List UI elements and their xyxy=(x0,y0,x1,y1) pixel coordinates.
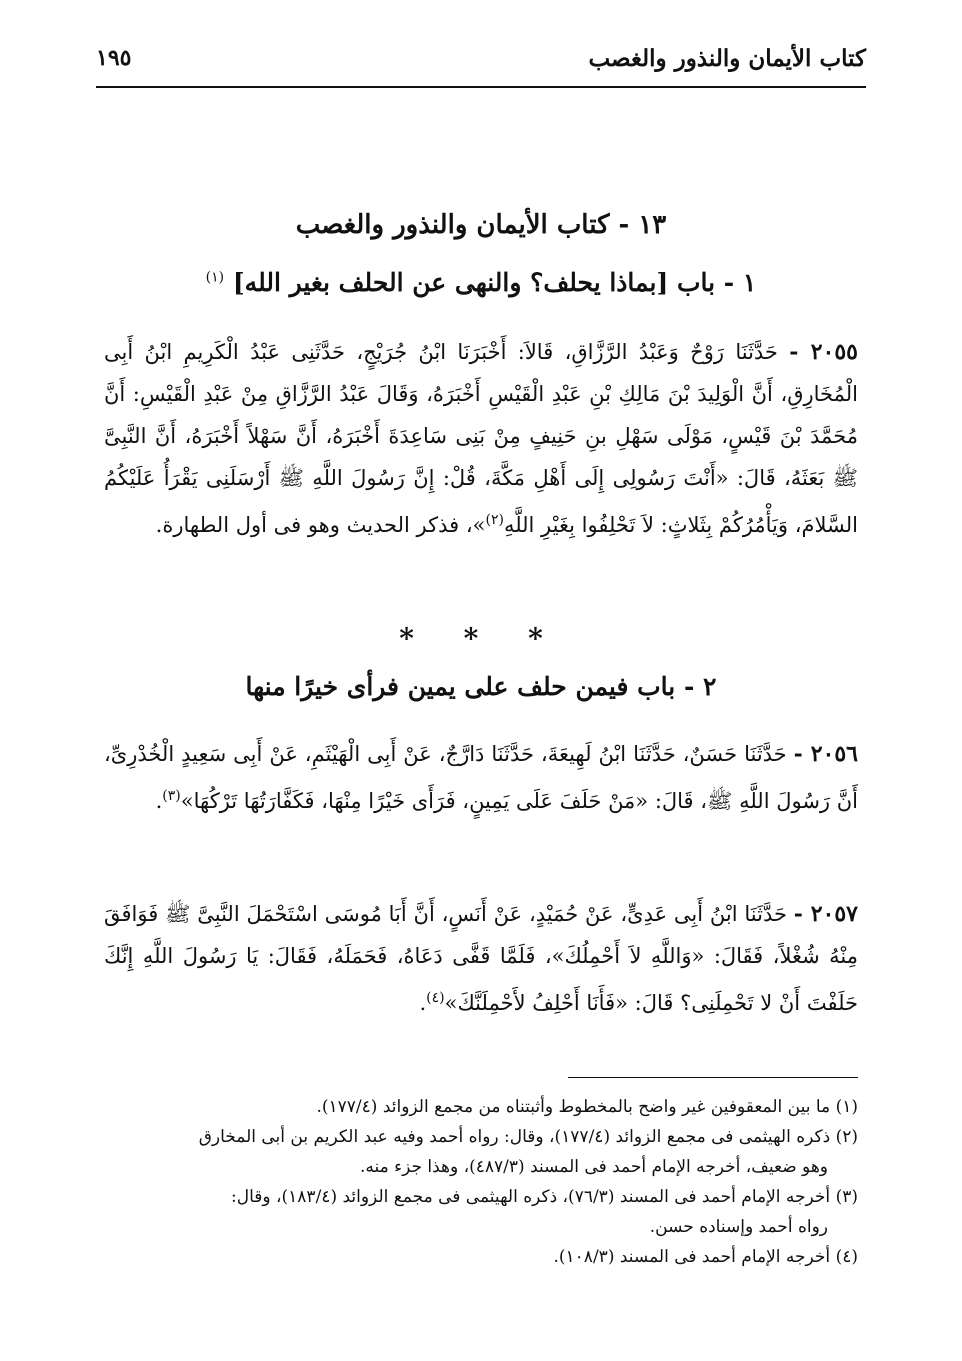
bab-1-footnote-ref: (١) xyxy=(205,269,225,286)
hadith-2055-text: حَدَّثَنَا رَوْحٌ وَعَبْدُ الرَّزَّاقِ، قَالاَ: أَخْبَرَنَا ابْنُ جُرَيْجٍ، حَدَّثَنِى عَبْدُ الْكَرِيمِ ابْنُ أَبِى الْمُخَارِقِ، أَنَّ الْوَلِيدَ بْنَ مَالِكِ بْنِ عَبْدِ الْقَيْسِ أَخْبَرَهُ، وَقَالَ عَبْدُ الرَّزَّاقِ مِنْ عَبْدِ الْقَيْسِ: أَنَّ مُحَمَّدَ بْنَ قَيْسٍ، مَوْلَى سَهْلِ بنِ حَنِيفٍ مِنْ بَنِى سَاعِدَةَ أَخْبَرَهُ، أَنَّ سَهْلاً أَخْبَرَهُ، أَنَّ النَّبِىَّ ﷺ بَعَثَهُ، قَالَ: «أَنْتَ رَسُولِى إِلَى أَهْلِ مَكَّةَ، قُلْ: إِنَّ رَسُولَ اللَّهِ ﷺ أَرْسَلَنِى يَقْرَأُ عَلَيْكُمُ السَّلامَ، وَيَأْمُرُكُمْ بِثَلاثٍ: لاَ تَحْلِفُوا بِغَيْرِ اللَّهِ xyxy=(104,340,858,537)
hadith-2057 xyxy=(104,893,858,1024)
hadith-2056-text: حَدَّثَنَا حَسَنٌ، حَدَّثَنَا ابْنُ لَهِيعَةَ، حَدَّثَنَا دَارَّجٌ، عَنْ أَبِى الْهَيْثَمِ، عَنْ أَبِى سَعِيدٍ الْخُدْرِىِّ، أَنَّ رَسُولَ اللَّهِ ﷺ، قَالَ: «مَنْ حَلَفَ عَلَى يَمِينٍ، فَرَأَى خَيْرًا مِنْهَا، فَكَفَّارَتُهَا تَرْكُهَا» xyxy=(104,742,858,813)
footnote-1 xyxy=(104,1092,858,1122)
footnote-2-continuation: وهو ضعيف، أخرجه الإمام أحمد فى المسند (٤٨٧/٣)، وهذا جزء منه. xyxy=(359,1157,828,1177)
footnote-mark: (١) xyxy=(835,1097,858,1117)
bab-1-title: ١ - باب [بماذا يحلف؟ والنهى عن الحلف بغير الله] xyxy=(232,268,757,297)
hadith-2057-tail: . xyxy=(419,991,427,1015)
footnote-3 xyxy=(104,1182,858,1212)
page-number: ١٩٥ xyxy=(96,45,132,71)
header-rule xyxy=(96,86,866,88)
hadith-2056-footnote-ref: (٣) xyxy=(162,788,181,804)
hadith-2056 xyxy=(104,733,858,822)
bab-1-heading xyxy=(96,268,866,297)
footnote-text: ذكره الهيثمى فى مجمع الزوائد (١٧٧/٤)، وقال: رواه أحمد وفيه عبد الكريم بن أبى المخارق xyxy=(198,1127,831,1147)
footnotes xyxy=(104,1092,858,1272)
hadith-2057-footnote-ref: (٤) xyxy=(426,990,445,1006)
footnote-mark: (٢) xyxy=(835,1127,858,1147)
footnote-2 xyxy=(104,1122,858,1152)
footnote-text: أخرجه الإمام أحمد فى المسند (٧٦/٣)، ذكره الهيثمى فى مجمع الزوائد (١٨٣/٤)، وقال: xyxy=(231,1187,831,1207)
footnote-text: أخرجه الإمام أحمد فى المسند (١٠٨/٣). xyxy=(553,1247,831,1267)
footnote-text: ما بين المعقوفين غير واضح بالمخطوط وأثبتناه من مجمع الزوائد (١٧٧/٤). xyxy=(316,1097,831,1117)
bab-2-heading: ٢ - باب فيمن حلف على يمين فرأى خيرًا منها xyxy=(245,672,717,701)
footnote-rule xyxy=(568,1077,858,1078)
footnote-3-continuation: رواه أحمد وإسناده حسن. xyxy=(649,1217,828,1237)
hadith-2055-footnote-ref: (٢) xyxy=(485,512,504,528)
hadith-2057-text: حَدَّثَنَا ابْنُ أَبِى عَدِىٍّ، عَنْ حُمَيْدٍ، عَنْ أَنَسٍ، أَنَّ أَبَا مُوسَى اسْتَحْمَلَ النَّبِىَّ ﷺ فَوَافَقَ مِنْهُ شُغْلاً، فَقَالَ: «وَاللَّهِ لاَ أَحْمِلُكَ»، فَلَمَّا قَفَّى دَعَاهُ، فَحَمَلَهُ، فَقَالَ: يَا رَسُولَ اللَّهِ إِنَّكَ حَلَفْتَ أَنْ لا تَحْمِلَنِى؟ قَالَ: «فَأَنَا أَحْلِفُ لأَحْمِلَنَّكَ» xyxy=(104,902,858,1015)
section-separator: * * * xyxy=(399,622,563,655)
footnote-mark: (٣) xyxy=(835,1187,858,1207)
hadith-2056-tail: . xyxy=(155,789,163,813)
hadith-2055-number: ٢٠٥٥ - xyxy=(789,339,858,365)
footnote-mark: (٤) xyxy=(835,1247,858,1267)
running-header xyxy=(96,38,866,78)
book-heading: ١٣ - كتاب الأيمان والنذور والغصب xyxy=(295,210,667,240)
running-header-title: كتاب الأيمان والنذور والغصب xyxy=(588,44,866,72)
hadith-2056-number: ٢٠٥٦ - xyxy=(793,741,858,767)
hadith-2055-tail: »، فذكر الحديث وهو فى أول الطهارة. xyxy=(155,513,486,537)
footnote-4 xyxy=(104,1242,858,1272)
hadith-2055 xyxy=(104,331,858,546)
hadith-2057-number: ٢٠٥٧ - xyxy=(793,901,858,927)
